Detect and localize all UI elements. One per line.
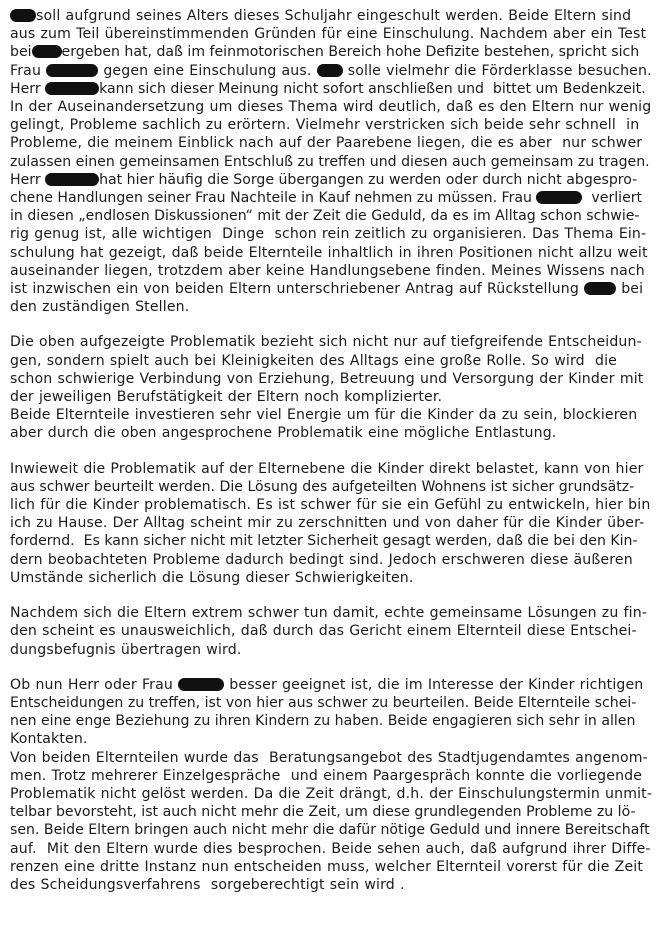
text-line [10,641,652,659]
redacted-name-mark [10,9,36,22]
report-paragraph [10,333,652,442]
text-segment: Entscheidungen zu treffen, ist von hier aus schwer zu beurteilen. Beide Elternteile schei- [10,694,637,711]
redacted-name-mark [45,173,99,186]
text-line [10,43,652,61]
text-line [10,280,652,298]
text-line [10,676,652,694]
text-line [10,171,652,189]
text-segment: bei [10,44,32,61]
text-segment: Von beiden Elternteilen wurde das Beratungsangebot des Stadtjugendamtes angenom- [10,749,648,766]
text-segment: aber durch die oben angesprochene Problematik eine mögliche Entlastung. [10,425,557,442]
text-segment: Die oben aufgezeigte Problematik bezieht sich nicht nur auf tiefgreifende Entscheidun- [10,334,642,351]
text-segment: men. Trotz mehrerer Einzelgespräche und einem Paargespräch konnte die vorliegende [10,767,643,784]
text-segment: ich zu Hause. Der Alltag scheint mir zu zerschnitten und von daher für die Kinder über- [10,515,645,532]
report-paragraph [10,460,652,587]
text-segment: sen. Beide Eltern bringen auch nicht mehr die dafür nötige Geduld und innere Bereitschaft [10,822,650,839]
text-line [10,244,652,262]
text-line [10,207,652,225]
text-segment: den zuständigen Stellen. [10,299,190,316]
report-paragraph [10,604,652,659]
text-segment: des Scheidungsverfahrens sorgeberechtigt sein wird . [10,876,405,893]
text-segment: fordernd. Es kann sicher nicht mit letzter Sicherheit gesagt werden, daß die bei den Kin- [10,533,638,550]
text-segment: chene Handlungen seiner Frau Nachteile in Kauf nehmen zu müssen. Frau [10,190,537,207]
text-line [10,514,652,532]
redacted-name-mark [32,45,62,58]
text-segment: soll aufgrund seines Alters dieses Schuljahr eingeschult werden. Beide Eltern sind [36,8,632,24]
text-segment: Herr [10,171,46,188]
text-line [10,333,652,351]
text-line [10,62,652,80]
text-line [10,622,652,640]
text-segment: lich für die Kinder problematisch. Es ist schwer für sie ein Gefühl zu entwickeln, hier bin [10,497,651,514]
text-line [10,225,652,243]
text-segment: Kontakten. [10,731,88,748]
text-segment: Ob nun Herr oder Frau [10,676,179,693]
text-line [10,7,652,25]
text-line [10,551,652,569]
text-line [10,876,652,894]
redacted-name-mark [46,64,98,77]
text-segment: gen, sondern spielt auch bei Kleinigkeiten des Alltags eine große Rolle. So wird die [10,352,617,369]
text-line [10,569,652,587]
text-line [10,767,652,785]
text-line [10,116,652,134]
text-segment: renzen eine dritte Instanz nun entscheiden muss, welcher Elternteil vorerst für die Zeit [10,858,644,875]
text-segment: Problematik nicht gelöst werden. Da die Zeit drängt, d.h. der Einschulungstermin unmit- [10,785,653,802]
text-segment: Frau [10,62,47,79]
text-line [10,785,652,803]
text-segment: ist inzwischen ein von beiden Eltern unterschriebener Antrag auf Rückstellung [10,281,585,298]
text-segment: hat hier häufig die Sorge übergangen zu werden oder durch nicht abgespro- [99,171,638,188]
text-line [10,370,652,388]
text-segment: besser geeignet ist, die im Interesse der Kinder richtigen [224,676,644,693]
text-segment: gegen eine Einschulung aus. [98,62,317,79]
text-segment: schulung hat gezeigt, daß beide Elternteile inhaltlich in ihren Positionen nicht allzu weit [10,244,648,261]
text-line [10,80,652,98]
text-line [10,532,652,550]
report-paragraph [10,676,652,894]
text-segment: schon schwierige Verbindung von Erziehung, Betreuung und Versorgung der Kinder mit [10,370,644,387]
text-line [10,478,652,496]
text-segment: den scheint es unausweichlich, daß durch das Gericht einem Elternteil diese Entschei- [10,623,637,640]
text-line [10,821,652,839]
text-segment: gelingt, Probleme sachlich zu erörtern. Vielmehr verstricken sich beide sehr schnell in [10,117,640,134]
text-segment: rig genug ist, alle wichtigen Dinge schon rein zeitlich zu organisieren. Das Thema Ein- [10,226,647,243]
text-line [10,694,652,712]
text-segment: Probleme, die meinem Einblick nach auf der Paarebene liegen, die es aber nur schwer [10,135,643,152]
text-segment: ergeben hat, daß im feinmotorischen Bereich hohe Defizite bestehen, spricht sich [61,44,640,61]
document-page [10,7,652,894]
text-line [10,840,652,858]
text-line [10,134,652,152]
text-segment: dungsbefugnis übertragen wird. [10,641,242,658]
text-segment: der jeweiligen Berufstätigkeit der Eltern noch komplizierter. [10,389,443,406]
text-segment: solle vielmehr die Förderklasse besuchen. [342,62,652,79]
text-segment: verliert [582,190,643,207]
text-segment: Nachdem sich die Eltern extrem schwer tun damit, echte gemeinsame Lösungen zu fin- [10,605,648,622]
text-line [10,98,652,116]
report-paragraph [10,7,652,316]
text-segment: Herr [10,80,46,97]
text-segment: Umstände sicherlich die Lösung dieser Schwierigkeiten. [10,569,414,586]
text-line [10,424,652,442]
text-line [10,803,652,821]
text-segment: auseinander liegen, trotzdem aber keine Handlungsebene finden. Meines Wissens nach [10,262,645,279]
text-segment: telbar bevorsteht, ist auch nicht mehr die Zeit, um diese grundlegenden Probleme zu lö- [10,804,636,821]
text-segment: zulassen einen gemeinsamen Entschluß zu treffen und diesen auch gemeinsam zu tragen. [10,153,650,170]
text-segment: Beide Elternteile investieren sehr viel Energie um für die Kinder da zu sein, blockieren [10,407,638,424]
redacted-name-mark [317,64,343,77]
text-line [10,352,652,370]
text-segment: dern beobachteten Probleme dadurch bedingt sind. Jedoch erschweren diese äußeren [10,551,633,568]
text-line [10,153,652,171]
text-line [10,730,652,748]
text-line [10,189,652,207]
text-segment: nen eine enge Beziehung zu ihren Kindern zu haben. Beide engagieren sich sehr in allen [10,713,636,730]
text-line [10,388,652,406]
text-segment: bei [616,281,644,298]
text-line [10,858,652,876]
text-segment: kann sich dieser Meinung nicht sofort anschließen und bittet um Bedenkzeit. [99,80,646,97]
text-line [10,262,652,280]
redacted-name-mark [178,678,224,691]
text-line [10,749,652,767]
redacted-name-mark [584,282,616,295]
text-segment: aus schwer beurteilt werden. Die Lösung des aufgeteilten Wohnens ist sicher grundsätz- [10,478,635,495]
text-segment: Inwieweit die Problematik auf der Elternebene die Kinder direkt belastet, kann von hier [10,460,644,477]
text-line [10,406,652,424]
text-line [10,496,652,514]
text-line [10,298,652,316]
text-segment: aus zum Teil übereinstimmenden Gründen für eine Einschulung. Nachdem aber ein Test [10,26,647,43]
text-segment: in diesen „endlosen Diskussionen“ mit der Zeit die Geduld, da es im Alltag schon schwie- [10,208,640,225]
text-line [10,460,652,478]
text-line [10,25,652,43]
redacted-name-mark [536,191,582,204]
text-segment: auf. Mit den Eltern wurde dies besprochen. Beide sehen auch, daß aufgrund ihrer Diffe- [10,840,651,857]
text-line [10,712,652,730]
text-line [10,604,652,622]
text-segment: In der Auseinandersetzung um dieses Thema wird deutlich, daß es den Eltern nur wenig [10,99,652,116]
redacted-name-mark [45,82,99,95]
